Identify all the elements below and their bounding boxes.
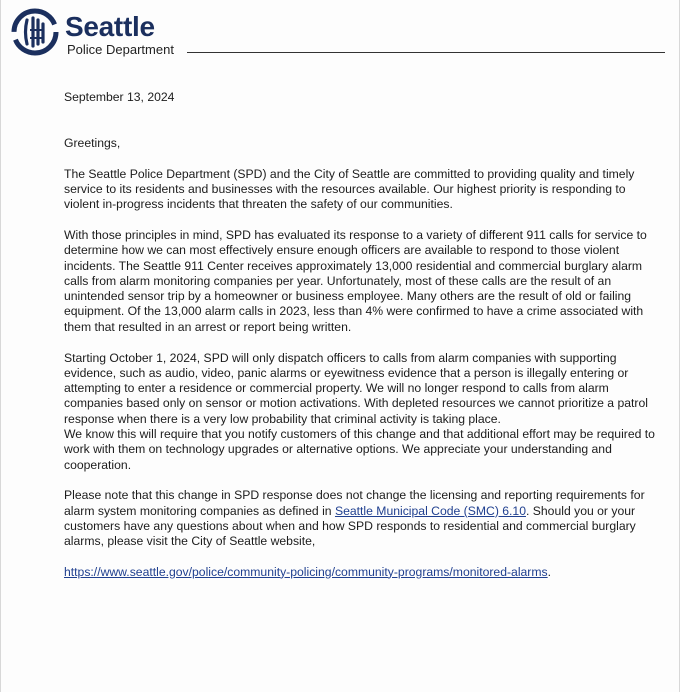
paragraph-policy-change: Starting October 1, 2024, SPD will only dispatch officers to calls from alarm companies with supporting evidence, such as audio, video, panic alarms or eyewitness evidence that a person is illegally entering or attempting to enter a residence or commercial property. We will no longer respond to calls from alarm companies based only on sensor or motion activations. With depleted resources we cannot prioritize a patrol response when there is a very low probability that criminal activity is taking place. — [64, 350, 648, 426]
greeting: Greetings, — [64, 136, 121, 151]
licensing-text-before: Please note that this change in SPD response does not change the licensing and reporting requirements for alarm system monitoring companies as defined in — [64, 488, 645, 518]
seattle-seal-logo-icon — [11, 8, 59, 56]
website-url-line — [64, 565, 664, 580]
letterhead — [11, 8, 671, 58]
monitored-alarms-url-link[interactable]: https://www.seattle.gov/police/community-policing/community-programs/monitored-alarms — [64, 564, 548, 579]
url-period: . — [547, 564, 552, 579]
paragraph-alarm-statistics: With those principles in mind, SPD has evaluated its response to a variety of different 911 calls for service to determine how we can most effectively ensure enough officers are available to respond to those violent incidents. The Seattle 911 Center receives approximately 13,000 residential and commercial burglary alarm calls from alarm monitoring companies per year. Unfortunately, most of these calls are the result of an unintended sensor trip by a homeowner or business employee. Many others are the result of old or failing equipment. Of the 13,000 alarm calls in 2023, less than 4% were confirmed to have a crime associated with them that resulted in an arrest or report being written. — [64, 227, 647, 334]
letter-body — [64, 90, 664, 580]
department-name: Police Department — [67, 42, 174, 57]
paragraph-licensing — [64, 488, 664, 549]
licensing-text-after: . Should you or your customers have any questions about when and how SPD responds to residential and commercial burglary alarms, please visit the City of Seattle website, — [64, 503, 636, 549]
org-name: Seattle — [65, 11, 155, 42]
smc-link[interactable]: Seattle Municipal Code (SMC) 6.10 — [334, 503, 526, 518]
letter-date: September 13, 2024 — [64, 90, 175, 104]
paragraph-commitment: The Seattle Police Department (SPD) and the City of Seattle are committed to providing quality and timely service to its residents and businesses with the resources available. Our highest priority is responding to violent in-progress incidents that threaten the safety of our communities. — [64, 166, 635, 212]
paragraph-notify-customers: We know this will require that you notify customers of this change and that additional effort may be required to work with them on technology upgrades or alternative options. We appreciate your understanding and cooperation. — [64, 427, 655, 472]
header-divider — [187, 52, 665, 53]
